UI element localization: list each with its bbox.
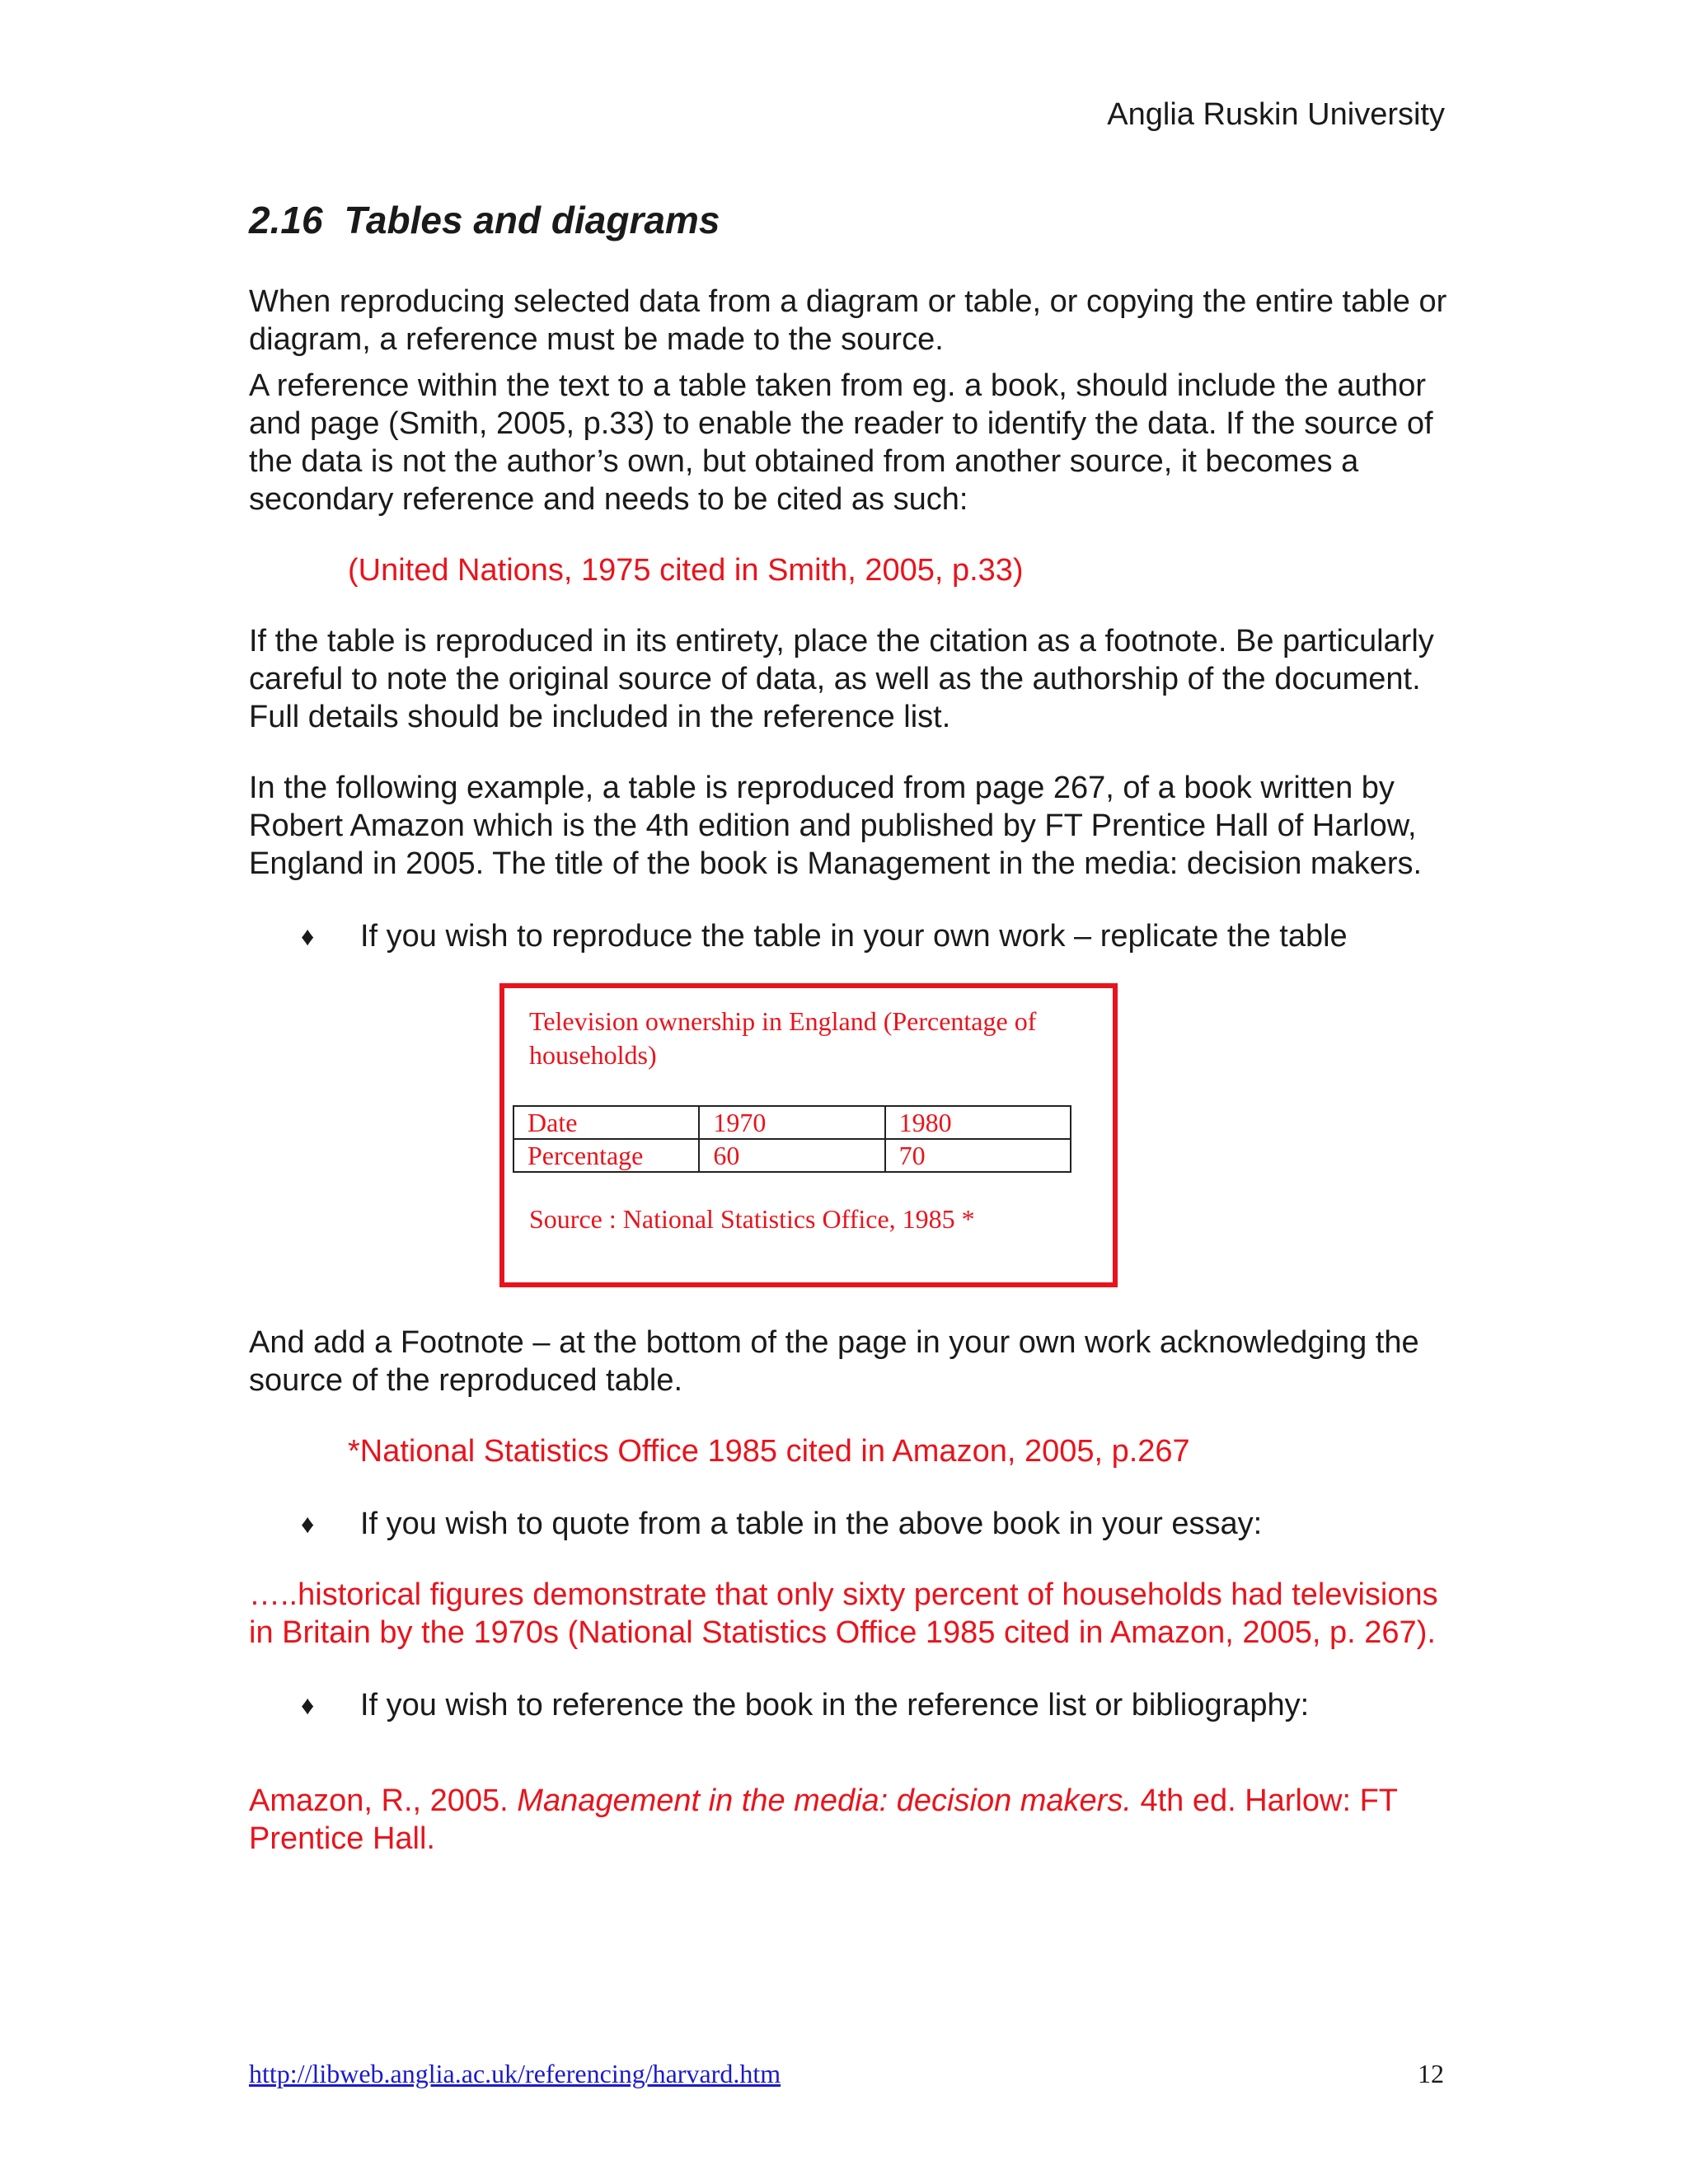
body-content	[249, 283, 1452, 1858]
bullet-text: If you wish to quote from a table in the above book in your essay:	[360, 1507, 1263, 1541]
bullet-text: If you wish to reference the book in the reference list or bibliography:	[360, 1688, 1310, 1722]
footer-url-link[interactable]: http://libweb.anglia.ac.uk/referencing/harvard.htm	[249, 2059, 781, 2088]
table-row	[513, 1139, 1071, 1172]
table-cell: 1980	[885, 1106, 1071, 1139]
table-cell: 60	[699, 1139, 884, 1172]
paragraph-footnote-rule: If the table is reproduced in its entirety, place the citation as a footnote. Be particularly careful to note the original source of data, as well as the authorship of the document. Full details should be included in the reference list.	[249, 624, 1434, 734]
paragraph-citation-rules: A reference within the text to a table taken from eg. a book, should include the author and page (Smith, 2005, p.33) to enable the reader to identify the data. If the source of the data is not the author’s own, but obtained from another source, it becomes a secondary reference and needs to be cited as such:	[249, 368, 1433, 517]
table-row	[513, 1106, 1071, 1139]
diamond-bullet-icon: ♦	[301, 921, 315, 951]
example-table-box	[499, 983, 1118, 1287]
page-number: 12	[1418, 2059, 1444, 2088]
table-source: Source : National Statistics Office, 1985 *	[529, 1204, 975, 1234]
bullet-quote-table	[249, 1505, 1452, 1543]
reference-entry	[249, 1782, 1452, 1858]
secondary-reference-example: (United Nations, 1975 cited in Smith, 2005, p.33)	[348, 553, 1024, 588]
bullet-reference-book	[249, 1686, 1452, 1724]
bullet-replicate-table	[249, 917, 1452, 955]
footnote-example: *National Statistics Office 1985 cited in Amazon, 2005, p.267	[348, 1434, 1190, 1469]
reference-publisher: 4th ed. Harlow: FT Prentice Hall.	[249, 1783, 1398, 1856]
ownership-table	[513, 1105, 1071, 1173]
section-title: Tables and diagrams	[344, 199, 720, 241]
diamond-bullet-icon: ♦	[301, 1690, 315, 1720]
page-header: Anglia Ruskin University	[1107, 97, 1445, 132]
reference-author-year: Amazon, R., 2005.	[249, 1783, 518, 1818]
section-heading	[249, 198, 720, 242]
paragraph-book-example: In the following example, a table is reproduced from page 267, of a book written by Robert Amazon which is the 4th edition and published by FT Prentice Hall of Harlow, England in 2005. The title of the book is Management in the media: decision makers.	[249, 771, 1423, 881]
section-number: 2.16	[249, 199, 323, 241]
reference-title: Management in the media: decision makers.	[517, 1783, 1132, 1818]
table-caption: Television ownership in England (Percentage of households)	[529, 1006, 1037, 1070]
bullet-text: If you wish to reproduce the table in your own work – replicate the table	[360, 919, 1348, 954]
table-cell: Date	[513, 1106, 699, 1139]
table-cell: 70	[885, 1139, 1071, 1172]
paragraph-add-footnote: And add a Footnote – at the bottom of the page in your own work acknowledging the source of the reproduced table.	[249, 1325, 1419, 1398]
table-cell: 1970	[699, 1106, 884, 1139]
table-cell: Percentage	[513, 1139, 699, 1172]
diamond-bullet-icon: ♦	[301, 1509, 315, 1539]
quote-example: …..historical figures demonstrate that only sixty percent of households had televisions in Britain by the 1970s (National Statistics Office 1985 cited in Amazon, 2005, p. 267).	[249, 1577, 1438, 1650]
paragraph-intro: When reproducing selected data from a diagram or table, or copying the entire table or diagram, a reference must be made to the source.	[249, 284, 1447, 357]
